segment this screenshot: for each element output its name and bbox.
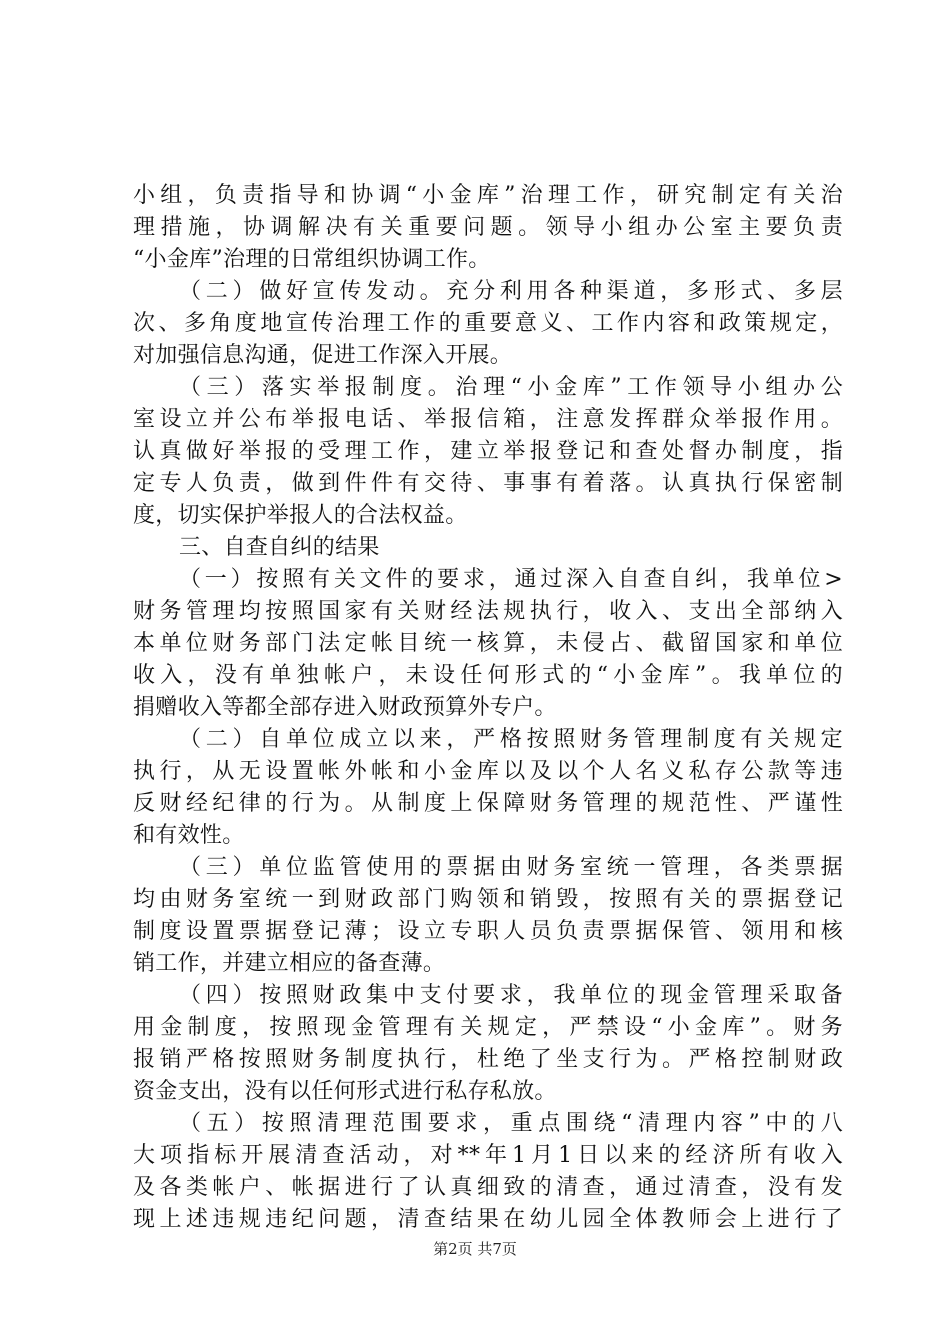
paragraph-start-line: （五）按照清理范围要求，重点围绕“清理内容”中的八 bbox=[179, 1111, 843, 1136]
text-line: 执行，从无设置帐外帐和小金库以及以个人名义私存公款等违 bbox=[133, 759, 843, 784]
text-line: 财务管理均按照国家有关财经法规执行，收入、支出全部纳入 bbox=[133, 599, 843, 624]
text-line: 对加强信息沟通，促进工作深入开展。 bbox=[133, 343, 513, 368]
text-line: 定专人负责，做到件件有交待、事事有着落。认真执行保密制 bbox=[133, 471, 843, 496]
page-footer bbox=[0, 1238, 950, 1259]
text-line: 反财经纪律的行为。从制度上保障财务管理的规范性、严谨性 bbox=[133, 791, 843, 816]
text-line: 大项指标开展清查活动，对**年1月1日以来的经济所有收入 bbox=[133, 1143, 843, 1168]
paragraph-start-line: （二）做好宣传发动。充分利用各种渠道，多形式、多层 bbox=[179, 279, 843, 304]
text-line: 销工作，并建立相应的备查薄。 bbox=[133, 951, 446, 976]
text-line: 报销严格按照财务制度执行，杜绝了坐支行为。严格控制财政 bbox=[133, 1047, 843, 1072]
text-line: 现上述违规违纪问题，清查结果在幼儿园全体教师会上进行了 bbox=[133, 1207, 843, 1232]
section-heading: 三、自查自纠的结果 bbox=[179, 535, 380, 560]
paragraph-start-line: （三）单位监管使用的票据由财务室统一管理，各类票据 bbox=[179, 855, 843, 880]
text-line: 制度设置票据登记薄；设立专职人员负责票据保管、领用和核 bbox=[133, 919, 843, 944]
text-line: 理措施，协调解决有关重要问题。领导小组办公室主要负责 bbox=[133, 215, 843, 240]
text-line: 认真做好举报的受理工作，建立举报登记和查处督办制度，指 bbox=[133, 439, 843, 464]
text-line: 本单位财务部门法定帐目统一核算，未侵占、截留国家和单位 bbox=[133, 631, 843, 656]
paragraph-start-line: （四）按照财政集中支付要求，我单位的现金管理采取备 bbox=[179, 983, 843, 1008]
text-line: 资金支出，没有以任何形式进行私存私放。 bbox=[133, 1079, 557, 1104]
text-line: 及各类帐户、帐据进行了认真细致的清查，通过清查，没有发 bbox=[133, 1175, 843, 1200]
text-line: “小金库”治理的日常组织协调工作。 bbox=[133, 247, 491, 272]
text-line: 均由财务室统一到财政部门购领和销毁，按照有关的票据登记 bbox=[133, 887, 843, 912]
document-body bbox=[133, 180, 843, 1236]
page-indicator: 第2页 共7页 bbox=[433, 1240, 517, 1258]
text-line: 室设立并公布举报电话、举报信箱，注意发挥群众举报作用。 bbox=[133, 407, 843, 432]
paragraph-start-line: （一）按照有关文件的要求，通过深入自查自纠，我单位> bbox=[179, 567, 843, 592]
paragraph-start-line: （二）自单位成立以来，严格按照财务管理制度有关规定 bbox=[179, 727, 843, 752]
text-line: 小组，负责指导和协调“小金库”治理工作，研究制定有关治 bbox=[133, 183, 843, 208]
paragraph-start-line: （三）落实举报制度。治理“小金库”工作领导小组办公 bbox=[179, 375, 843, 400]
text-line: 捐赠收入等都全部存进入财政预算外专户。 bbox=[133, 695, 557, 720]
text-line: 次、多角度地宣传治理工作的重要意义、工作内容和政策规定， bbox=[133, 311, 843, 336]
text-line: 和有效性。 bbox=[133, 823, 245, 848]
text-line: 用金制度，按照现金管理有关规定，严禁设“小金库”。财务 bbox=[133, 1015, 843, 1040]
text-line: 度，切实保护举报人的合法权益。 bbox=[133, 503, 468, 528]
text-line: 收入，没有单独帐户，未设任何形式的“小金库”。我单位的 bbox=[133, 663, 843, 688]
